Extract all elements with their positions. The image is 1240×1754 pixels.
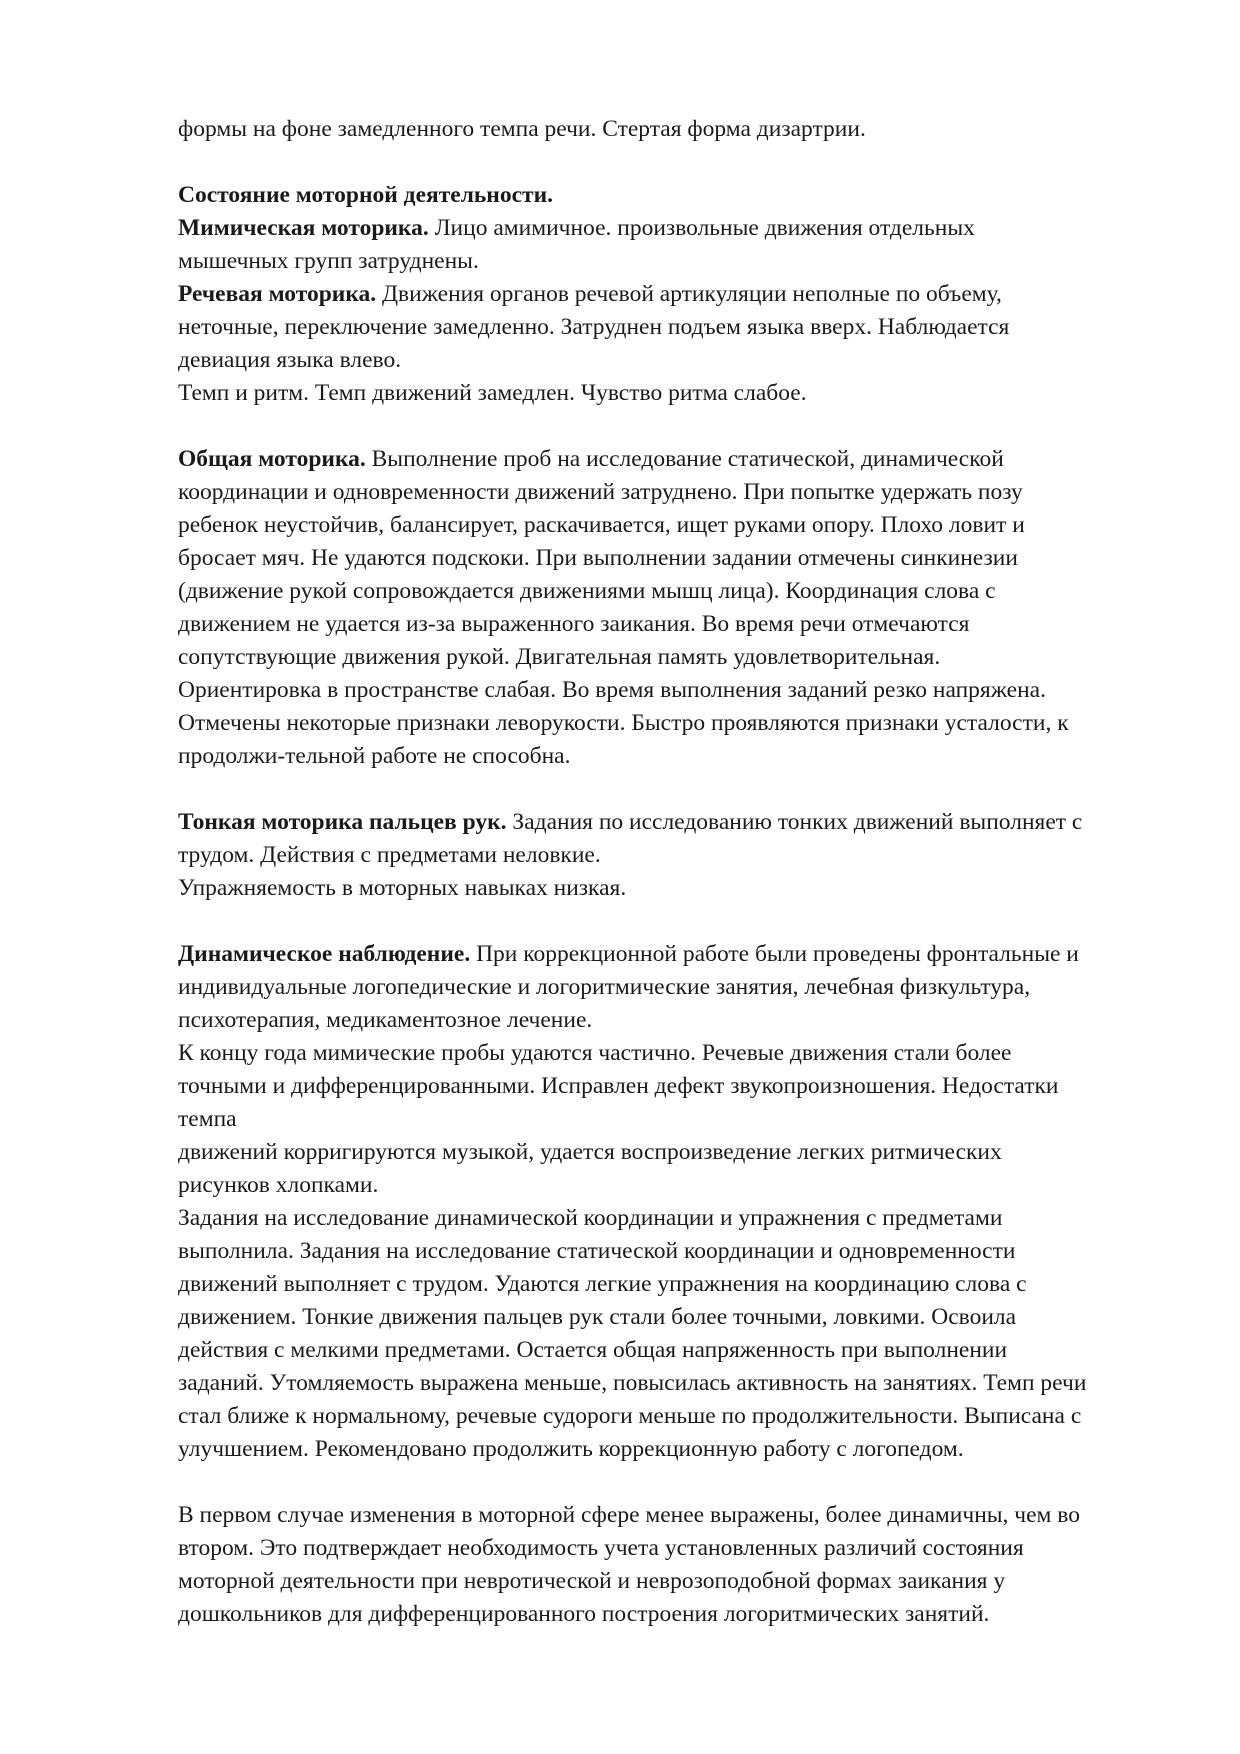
- general-motor-paragraph-line: [178, 443, 1158, 476]
- motor-state-heading: Состояние моторной деятельности.: [178, 182, 553, 208]
- fine-motor-paragraph-line: трудом. Действия с предметами неловкие.: [178, 842, 601, 868]
- fine-motor-text: Задания по исследованию тонких движений выполняет с: [506, 809, 1083, 835]
- dynamic-paragraph-line: движений корригируются музыкой, удается воспроизведение легких ритмических: [178, 1139, 1002, 1165]
- dynamic-paragraph-line: точными и дифференцированными. Исправлен дефект звукопроизношения. Недостатки: [178, 1073, 1059, 1099]
- mimic-text: Лицо амимичное. произвольные движения отдельных: [428, 215, 975, 241]
- paragraph-gap: [178, 905, 1158, 938]
- paragraph-gap: [178, 1466, 1158, 1499]
- general-motor-paragraph-line: сопутствующие движения рукой. Двигательная память удовлетворительная.: [178, 644, 941, 670]
- general-motor-paragraph-line: продолжи-тельной работе не способна.: [178, 743, 571, 769]
- dynamic-paragraph-line: выполнила. Задания на исследование статической координации и одновременности: [178, 1238, 1016, 1264]
- general-motor-paragraph-line: движением не удается из-за выраженного заикания. Во время речи отмечаются: [178, 611, 970, 637]
- dynamic-paragraph-line: стал ближе к нормальному, речевые судороги меньше по продолжительности. Выписана с: [178, 1403, 1082, 1429]
- dynamic-paragraph-line: действия с мелкими предметами. Остается общая напряженность при выполнении: [178, 1337, 1008, 1363]
- tempo-line: Темп и ритм. Темп движений замедлен. Чувство ритма слабое.: [178, 380, 807, 406]
- dynamic-paragraph-line: [178, 938, 1158, 971]
- dynamic-heading: Динамическое наблюдение.: [178, 941, 471, 967]
- fine-motor-paragraph-line: [178, 806, 1158, 839]
- dynamic-paragraph-line: движений выполняет с трудом. Удаются легкие упражнения на координацию слова с: [178, 1271, 1027, 1297]
- dynamic-text: При коррекционной работе были проведены фронтальные и: [470, 941, 1079, 967]
- paragraph-gap: [178, 146, 1158, 179]
- general-motor-text: Выполнение проб на исследование статической, динамической: [365, 446, 1004, 472]
- fine-motor-paragraph-line: Упражняемость в моторных навыках низкая.: [178, 875, 627, 901]
- mimic-heading: Мимическая моторика.: [178, 215, 429, 241]
- general-motor-paragraph-line: Ориентировка в пространстве слабая. Во время выполнения заданий резко напряжена.: [178, 677, 1046, 703]
- dynamic-paragraph-line: темпа: [178, 1106, 237, 1132]
- general-motor-paragraph-line: Отмечены некоторые признаки леворукости. Быстро проявляются признаки усталости, к: [178, 710, 1069, 736]
- conclusion-paragraph-line: моторной деятельности при невротической и неврозоподобной формах заикания у: [178, 1568, 1006, 1594]
- speech-motor-paragraph-line: [178, 278, 1158, 311]
- general-motor-paragraph-line: ребенок неустойчив, балансирует, раскачивается, ищет руками опору. Плохо ловит и: [178, 512, 1025, 538]
- intro-line: формы на фоне замедленного темпа речи. Стертая форма дизартрии.: [178, 116, 866, 142]
- dynamic-paragraph-line: К концу года мимические пробы удаются частично. Речевые движения стали более: [178, 1040, 1012, 1066]
- general-motor-paragraph-line: координации и одновременности движений затруднено. При попытке удержать позу: [178, 479, 1023, 505]
- dynamic-paragraph-line: индивидуальные логопедические и логоритмические занятия, лечебная физкультура,: [178, 974, 1031, 1000]
- conclusion-paragraph-line: дошкольников для дифференцированного построения логоритмических занятий.: [178, 1601, 990, 1627]
- speech-motor-paragraph-line: девиация языка влево.: [178, 347, 402, 373]
- dynamic-paragraph-line: Задания на исследование динамической координации и упражнения с предметами: [178, 1205, 1003, 1231]
- dynamic-paragraph-line: рисунков хлопками.: [178, 1172, 379, 1198]
- dynamic-paragraph-line: психотерапия, медикаментозное лечение.: [178, 1007, 593, 1033]
- mimic-paragraph-line: [178, 212, 1158, 245]
- general-motor-paragraph-line: бросает мяч. Не удаются подскоки. При выполнении задании отмечены синкинезии: [178, 545, 1018, 571]
- speech-motor-paragraph-line: неточные, переключение замедленно. Затруднен подъем языка вверх. Наблюдается: [178, 314, 1010, 340]
- section-heading-motor-state: [178, 179, 1158, 212]
- document-body: [178, 113, 1158, 1631]
- speech-motor-text: Движения органов речевой артикуляции неполные по объему,: [376, 281, 1002, 307]
- speech-motor-heading: Речевая моторика.: [178, 281, 377, 307]
- general-motor-heading: Общая моторика.: [178, 446, 366, 472]
- paragraph-gap: [178, 773, 1158, 806]
- paragraph-gap: [178, 410, 1158, 443]
- conclusion-paragraph-line: втором. Это подтверждает необходимость учета установленных различий состояния: [178, 1535, 1024, 1561]
- conclusion-paragraph-line: В первом случае изменения в моторной сфере менее выражены, более динамичны, чем во: [178, 1502, 1080, 1528]
- dynamic-paragraph-line: улучшением. Рекомендовано продолжить коррекционную работу с логопедом.: [178, 1436, 964, 1462]
- fine-motor-heading: Тонкая моторика пальцев рук.: [178, 809, 507, 835]
- dynamic-paragraph-line: заданий. Утомляемость выражена меньше, повысилась активность на занятиях. Темп речи: [178, 1370, 1087, 1396]
- dynamic-paragraph-line: движением. Тонкие движения пальцев рук стали более точными, ловкими. Освоила: [178, 1304, 1017, 1330]
- general-motor-paragraph-line: (движение рукой сопровождается движениями мышц лица). Координация слова с: [178, 578, 996, 604]
- mimic-paragraph-line: мышечных групп затруднены.: [178, 248, 479, 274]
